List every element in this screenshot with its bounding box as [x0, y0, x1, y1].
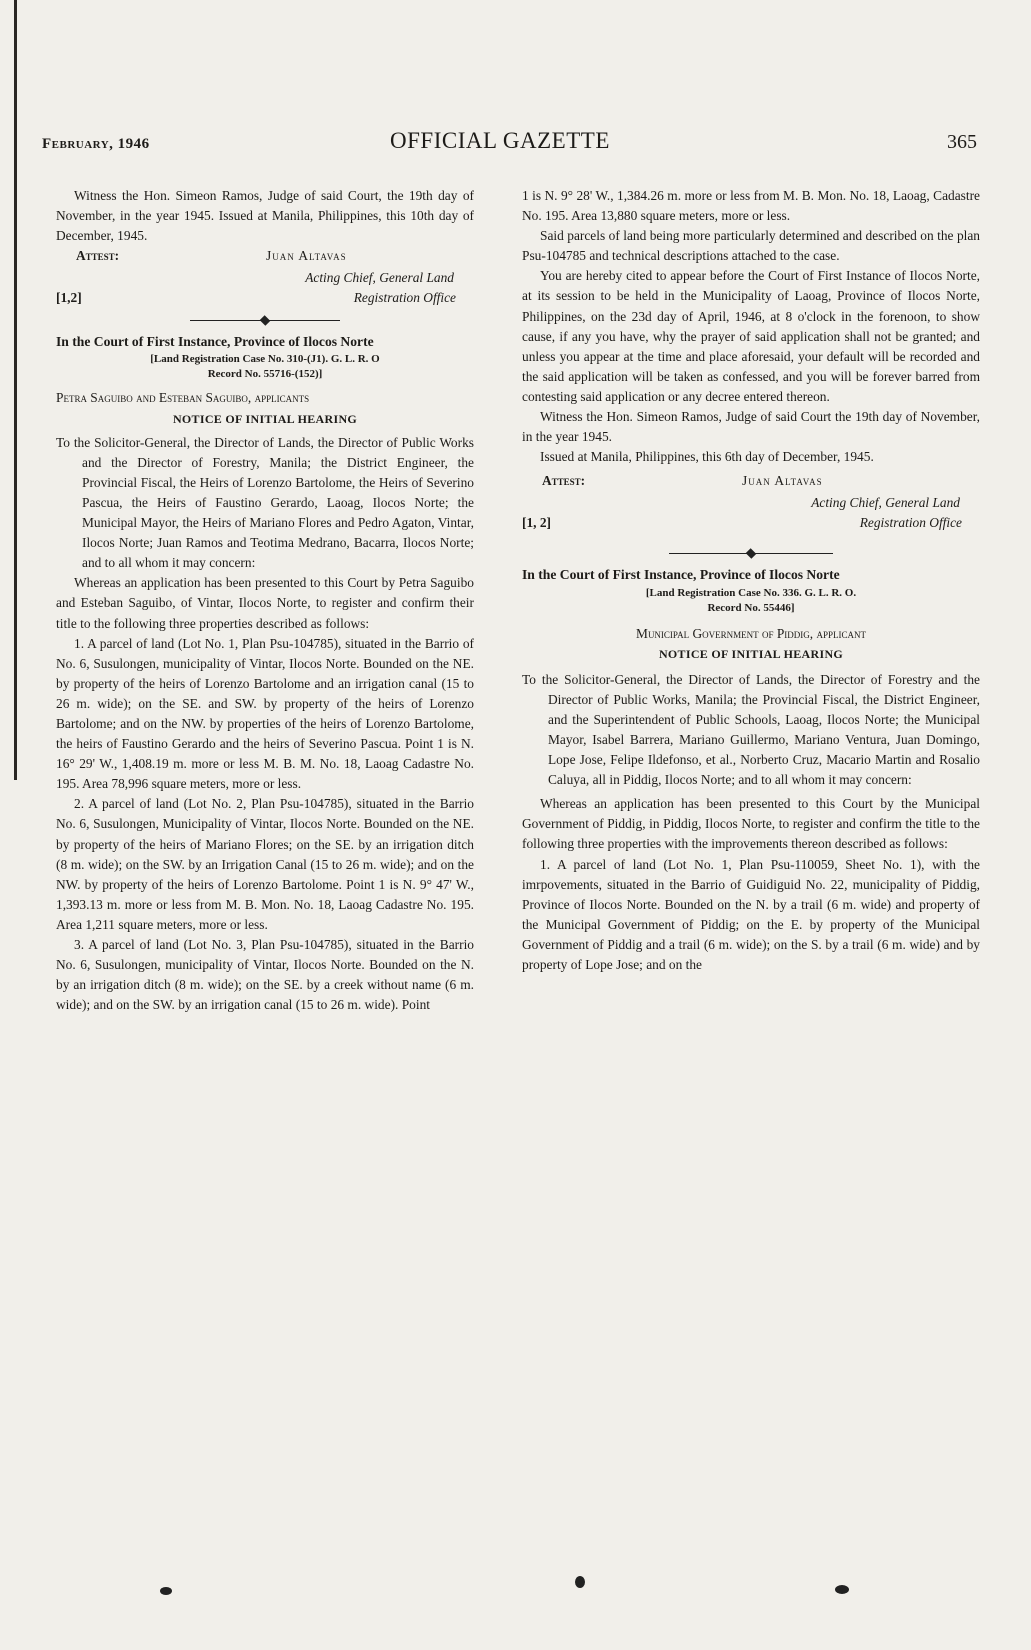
case-number: [Land Registration Case No. 336. G. L. R. O.	[645, 586, 857, 599]
attest-row	[522, 471, 980, 493]
signer-title: Acting Chief, General Land	[811, 495, 960, 511]
signer-office: Registration Office	[353, 290, 456, 306]
issue-tag: [1, 2]	[522, 515, 552, 531]
applicants-line: Petra Saguibo and Esteban Saguibo, applicants	[56, 390, 310, 406]
attest-row	[56, 246, 474, 268]
section-divider	[56, 310, 474, 332]
issued-paragraph: Issued at Manila, Philippines, this 6th day of December, 1945.	[540, 449, 874, 465]
record-number: Record No. 55716-(152)]	[207, 368, 323, 381]
signer-name: Juan Altavas	[742, 473, 823, 489]
case-number: [Land Registration Case No. 310-(J1). G. L. R. O	[150, 353, 380, 366]
left-column	[56, 186, 474, 1015]
notice-title: NOTICE OF INITIAL HEARING	[172, 411, 358, 426]
issue-tag: [1,2]	[56, 290, 82, 306]
whereas-paragraph: Whereas an application has been presented to this Court by the Municipal Government of Piddig, in Piddig, Ilocos Norte, to register and confirm the title to the following three properties with the improvements thereon described as follows:	[522, 796, 980, 852]
cited-paragraph: You are hereby cited to appear before the Court of First Instance of Ilocos Norte, at its session to be held in the Municipality of Laoag, Province of Ilocos Norte, Philippines, on the 23d day of April, 1946, at 8 o'clock in the forenoon, to show cause, if any you have, why the prayer of said application shall not be granted; and unless you appear at the time and place aforesaid, your default will be recorded and the said application will be taken as confessed, and you will be forever barred from contesting said application or any decree entered thereon.	[522, 268, 980, 404]
said-parcels-paragraph: Said parcels of land being more particularly determined and described on the plan Psu-104785 and technical descriptions attached to the case.	[522, 228, 980, 264]
signature-row	[56, 288, 474, 310]
parcel-3-paragraph: 3. A parcel of land (Lot No. 3, Plan Psu-104785), situated in the Barrio No. 6, Susulongen, municipality of Vintar, Ilocos Norte. Bounded on the N. by an irrigation ditch (8 m. wide); on the SE. by a creek without name (6 m. wide); and on the SW. by an irrigation canal (15 to 26 m. wide). Point	[56, 937, 474, 1013]
court-heading: In the Court of First Instance, Province of Ilocos Norte	[56, 334, 374, 350]
ink-spot	[160, 1587, 172, 1595]
section-divider	[522, 543, 980, 565]
notice-title: NOTICE OF INITIAL HEARING	[658, 646, 844, 661]
signer-office: Registration Office	[859, 515, 962, 531]
witness-paragraph: Witness the Hon. Simeon Ramos, Judge of said Court, the 19th day of November, in the year 1945. Issued at Manila, Philippines, this 10th day of December, 1945.	[56, 188, 474, 244]
header-date: February, 1946	[42, 136, 150, 152]
attest-label: Attest:	[76, 248, 120, 264]
addressees-paragraph: To the Solicitor-General, the Director of Lands, the Director of Forestry and the Director of Public Works, Manila; the Provincial Fiscal, the District Engineer, and the Superintendent of Public Schools, Laoag, Ilocos Norte; the Municipal Mayor, Isabel Barrera, Mariano Guillermo, Mariano Ventura, Juan Domingo, Lope Jose, Felipe Ildefonso, et al., Norberto Cruz, Macario Martin and Rosalio Caluya, all in Piddig, Ilocos Norte; and to all whom it may concern:	[522, 671, 980, 788]
parcel-1-paragraph: 1. A parcel of land (Lot No. 1, Plan Psu-104785), situated in the Barrio of No. 6, Susulongen, municipality of Vintar, Ilocos Norte. Bounded on the NE. by property of the heirs of Lorenzo Bartolome and an irrigation canal (15 to 26 m. wide); on the SE. and SW. by property of the heirs of Lorenzo Bartolome; and on the NW. by properties of the heirs of Lorenzo Bartolome, the heirs of Faustino Gerardo and the heirs of Severino Pascua. Point 1 is N. 16° 29' W., 1,408.19 m. more or less M. B. M. No. 18, Laoag Cadastre No. 195. Area 78,996 square meters, more or less.	[56, 635, 474, 792]
ink-spot	[835, 1585, 849, 1594]
page-margin-line	[14, 0, 17, 780]
right-column	[522, 186, 980, 975]
witness-paragraph: Witness the Hon. Simeon Ramos, Judge of said Court the 19th day of November, in the year 1945.	[522, 409, 980, 445]
page-number: 365	[947, 131, 977, 153]
signer-title: Acting Chief, General Land	[305, 270, 454, 286]
parcel-2-paragraph: 2. A parcel of land (Lot No. 2, Plan Psu-104785), situated in the Barrio No. 6, Susulongen, Municipality of Vintar, Ilocos Norte. Bounded on the NE. by property of the heirs of Mariano Flores; on the SE. by an irrigation ditch (8 m. wide); on the SW. by an Irrigation Canal (15 to 26 m. wide); and on the NW. by property of the heirs of Lorenzo Bartolome. Point 1 is N. 9° 47' W., 1,393.13 m. more or less from M. B. Mon. No. 18, Laoag Cadastre No. 195. Area 1,211 square meters, more or less.	[56, 796, 474, 932]
applicant-line: Municipal Government of Piddig, applicant	[636, 625, 866, 641]
signer-name: Juan Altavas	[266, 248, 347, 264]
ink-spot	[575, 1576, 585, 1588]
publication-title: OFFICIAL GAZETTE	[390, 128, 610, 153]
court-heading: In the Court of First Instance, Province of Ilocos Norte	[522, 567, 840, 583]
parcel-1-paragraph: 1. A parcel of land (Lot No. 1, Plan Psu-110059, Sheet No. 1), with the imrpovements, situated in the Barrio of Guidiguid No. 22, municipality of Piddig, Province of Ilocos Norte. Bounded on the N. by a trail (6 m. wide) and property of the Municipal Government of Piddig; on the E. by property of the Municipal Government of Piddig and a trail (6 m. wide); on the S. by a trail (6 m. wide) and by property of Lope Jose; and on the	[522, 856, 980, 972]
whereas-paragraph: Whereas an application has been presented to this Court by Petra Saguibo and Esteban Saguibo, of Vintar, Ilocos Norte, to register and confirm their title to the following three properties described as follows:	[56, 575, 474, 631]
page-header	[42, 128, 977, 158]
continuation-paragraph: 1 is N. 9° 28' W., 1,384.26 m. more or less from M. B. Mon. No. 18, Laoag, Cadastre No. 195. Area 13,880 square meters, more or less.	[522, 188, 980, 224]
signature-row	[522, 513, 980, 535]
attest-label: Attest:	[542, 473, 586, 489]
addressees-paragraph: To the Solicitor-General, the Director of Lands, the Director of Public Works and the Director of Forestry, Manila; the District Engineer, the Provincial Fiscal, the Heirs of Lorenzo Bartolome, the Heirs of Severino Pascua, the Heirs of Faustino Gerardo, Laoag, Ilocos Norte; the Municipal Mayor, the Heirs of Mariano Flores and Pedro Agaton, Vintar, Ilocos Norte; Juan Ramos and Teotima Medrano, Bacarra, Ilocos Norte; and to all whom it may concern:	[56, 434, 474, 571]
record-number: Record No. 55446]	[707, 601, 795, 614]
